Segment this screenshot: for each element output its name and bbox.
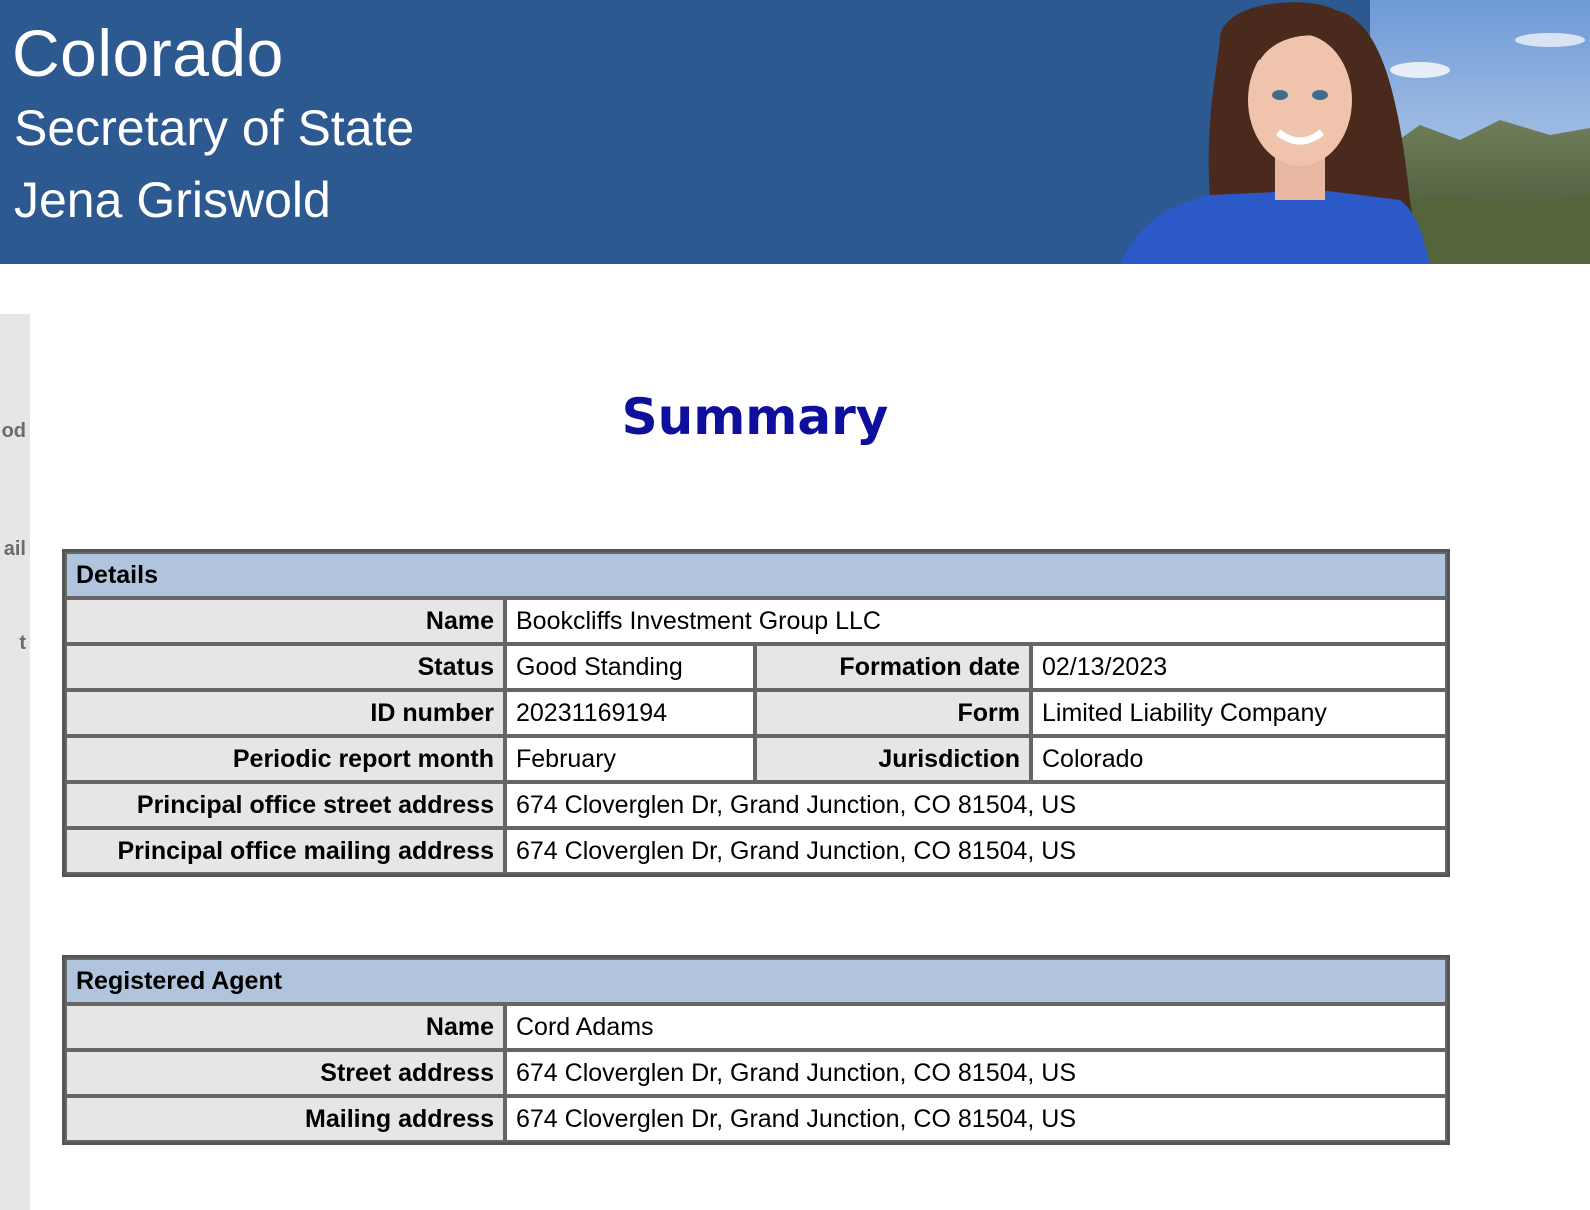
table-row xyxy=(65,644,1447,690)
agent-street-value: 674 Cloverglen Dr, Grand Junction, CO 81504, US xyxy=(505,1050,1447,1096)
header-banner xyxy=(0,0,1590,264)
banner-text xyxy=(12,14,414,236)
banner-office: Secretary of State xyxy=(14,100,415,156)
table-row xyxy=(65,1096,1447,1142)
details-table xyxy=(62,549,1450,877)
page-title: Summary xyxy=(621,388,889,446)
form-value: Limited Liability Company xyxy=(1031,690,1447,736)
principal-street-label: Principal office street address xyxy=(65,782,505,828)
status-value: Good Standing xyxy=(505,644,755,690)
table-row xyxy=(65,1050,1447,1096)
agent-name-value: Cord Adams xyxy=(505,1004,1447,1050)
agent-mailing-value: 674 Cloverglen Dr, Grand Junction, CO 81504, US xyxy=(505,1096,1447,1142)
agent-mailing-label: Mailing address xyxy=(65,1096,505,1142)
table-row xyxy=(65,736,1447,782)
sidebar-link-1[interactable]: od xyxy=(1,420,26,442)
id-number-value: 20231169194 xyxy=(505,690,755,736)
agent-name-label: Name xyxy=(65,1004,505,1050)
formation-date-value: 02/13/2023 xyxy=(1031,644,1447,690)
name-label: Name xyxy=(65,598,505,644)
agent-street-label: Street address xyxy=(65,1050,505,1096)
table-row xyxy=(65,598,1447,644)
left-sidebar xyxy=(0,314,30,1210)
banner-state: Colorado xyxy=(12,16,284,90)
table-row xyxy=(65,782,1447,828)
formation-date-label: Formation date xyxy=(755,644,1031,690)
registered-agent-table xyxy=(62,955,1450,1145)
principal-mailing-label: Principal office mailing address xyxy=(65,828,505,874)
table-row xyxy=(65,1004,1447,1050)
official-portrait-image xyxy=(1120,0,1590,264)
periodic-report-value: February xyxy=(505,736,755,782)
principal-street-value: 674 Cloverglen Dr, Grand Junction, CO 81504, US xyxy=(505,782,1447,828)
registered-agent-heading: Registered Agent xyxy=(65,958,1447,1004)
banner-official-name: Jena Griswold xyxy=(14,172,331,228)
id-number-label: ID number xyxy=(65,690,505,736)
jurisdiction-value: Colorado xyxy=(1031,736,1447,782)
jurisdiction-label: Jurisdiction xyxy=(755,736,1031,782)
details-heading: Details xyxy=(65,552,1447,598)
sidebar-link-3[interactable]: t xyxy=(19,632,26,654)
entity-name-value: Bookcliffs Investment Group LLC xyxy=(505,598,1447,644)
agent-header-row xyxy=(65,958,1447,1004)
table-row xyxy=(65,828,1447,874)
form-label: Form xyxy=(755,690,1031,736)
sidebar-link-2[interactable]: ail xyxy=(3,538,26,560)
details-header-row xyxy=(65,552,1447,598)
table-row xyxy=(65,690,1447,736)
status-label: Status xyxy=(65,644,505,690)
principal-mailing-value: 674 Cloverglen Dr, Grand Junction, CO 81504, US xyxy=(505,828,1447,874)
periodic-report-label: Periodic report month xyxy=(65,736,505,782)
